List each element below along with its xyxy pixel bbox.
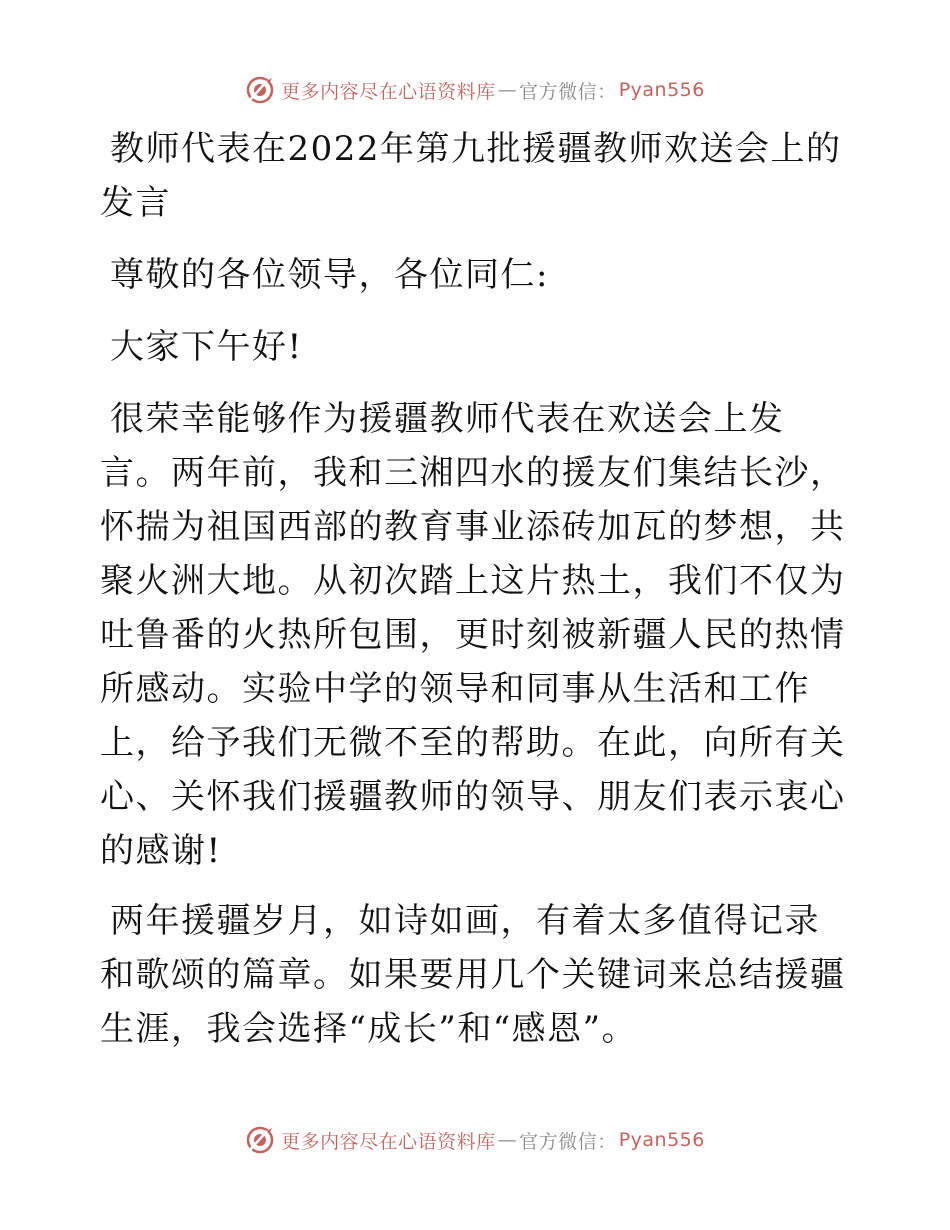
- paragraph-thanks: 很荣幸能够作为援疆教师代表在欢送会上发言。两年前，我和三湘四水的援友们集结长沙，怀揣为祖国西部的教育事业添砖加瓦的梦想，共聚火洲大地。从初次踏上这片热土，我们不仅为吐鲁番的火热所包围，更时刻被新疆人民的热情所感动。实验中学的领导和同事从生活和工作上，给予我们无微不至的帮助。在此，向所有关心、关怀我们援疆教师的领导、朋友们表示衷心的感谢!: [100, 399, 846, 871]
- watermark-wechat-id: Pyan556: [618, 1129, 705, 1151]
- paragraph-salutation: 尊敬的各位领导，各位同仁:: [110, 255, 549, 295]
- quill-logo-icon: [245, 75, 275, 105]
- watermark-separator: —: [497, 1129, 518, 1151]
- watermark-separator: —: [497, 79, 518, 101]
- watermark-brand-text: 更多内容尽在心语资料库: [281, 80, 496, 103]
- watermark-wechat-id: Pyan556: [618, 79, 705, 101]
- watermark-wechat-label: 官方微信：: [519, 1130, 617, 1153]
- quill-logo-icon: [245, 1125, 275, 1155]
- paragraph-keywords: 两年援疆岁月，如诗如画，有着太多值得记录和歌颂的篇章。如果要用几个关键词来总结援疆生涯，我会选择“成长”和“感恩”。: [100, 901, 846, 1049]
- watermark-brand-text: 更多内容尽在心语资料库: [281, 1130, 496, 1153]
- footer-watermark: [0, 1120, 950, 1160]
- document-body: [100, 122, 850, 1074]
- watermark-wechat-label: 官方微信：: [519, 80, 617, 103]
- header-watermark: [0, 70, 950, 110]
- paragraph-greeting: 大家下午好!: [110, 327, 303, 367]
- document-title: 教师代表在2022年第九批援疆教师欢送会上的发言: [100, 129, 842, 223]
